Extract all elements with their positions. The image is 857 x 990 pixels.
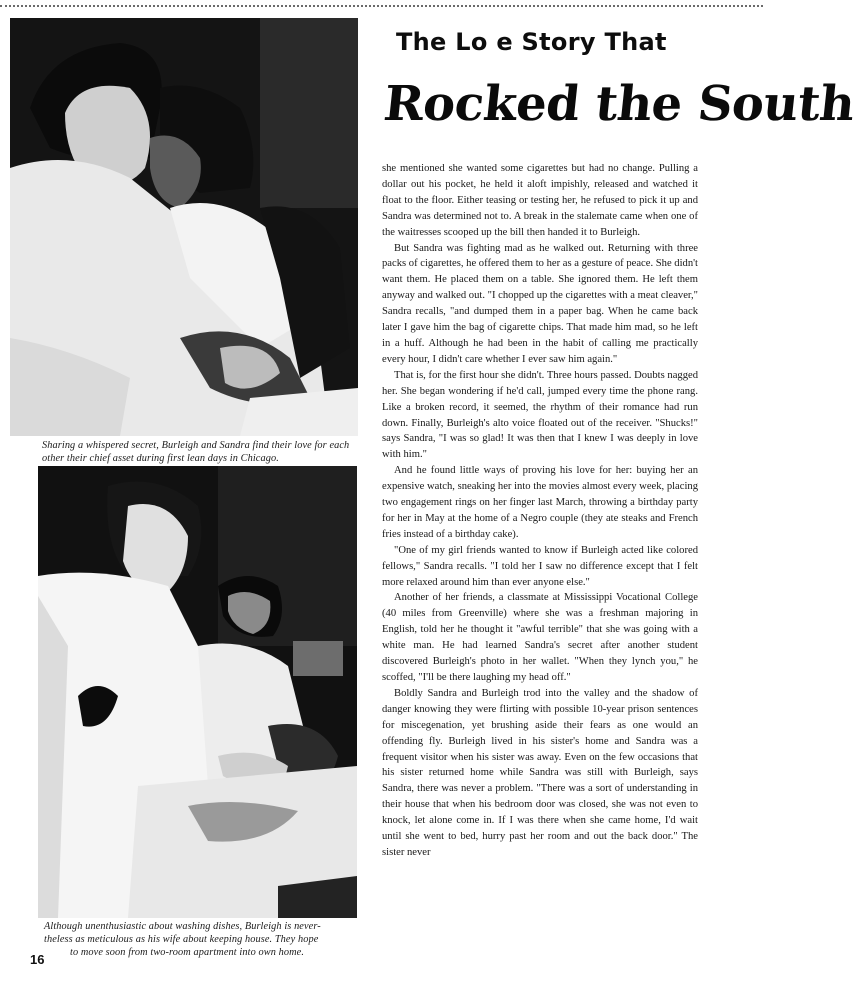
- photo-caption-bottom-line-3: to move soon from two-room apartment into own home.: [70, 947, 305, 958]
- body-paragraph: Another of her friends, a classmate at Mississippi Vocational College (40 miles from Greenville) where she was a freshman majoring in English, told her he thought it "awful terrible" that she was going with a white man. He had learned Sandra's secret after another student discovered Burleigh's photo in her wallet. "When they lynch you," he scoffed, "I'll be there laughing my head off.": [382, 592, 698, 683]
- top-dotted-border: [0, 0, 763, 7]
- article-kicker: The Lo e Story That: [396, 28, 667, 56]
- page-number: 16: [30, 952, 45, 967]
- photo-couple-embrace: [10, 18, 358, 436]
- body-paragraph: "One of my girl friends wanted to know if Burleigh acted like colored fellows," Sandra recalls. "I told her I saw no difference except that I felt more relaxed around him than ever anyone else.": [382, 544, 698, 588]
- body-paragraph: That is, for the first hour she didn't. Three hours passed. Doubts nagged her. She began wondering if he'd call, jumped every time the phone rang. Like a broken record, it seemed, the rhythm of their romance had run down. Finally, Burleigh's alto voice floated out of the receiver. "Shucks!" says Sandra, "I was so glad! It was then that I knew I was deeply in love with him.": [382, 369, 698, 461]
- photo-caption-bottom: [44, 920, 360, 959]
- photo-caption-bottom-line-2: theless as meticulous as his wife about keeping house. They hope: [44, 934, 319, 945]
- body-paragraph: But Sandra was fighting mad as he walked out. Returning with three packs of cigarettes, he offered them to her as a gesture of peace. She didn't want them. He placed them on a table. She ignored them. He left them anyway and walked out. "I chopped up the cigarettes with a meat cleaver," Sandra recalls, "and dumped them in a paper bag. When he came back later I gave him the bag of cigarette chips. That made him mad, so he left in a huff. Although he had been in the habit of calling me practically every hour, I didn't care whether I ever saw him again.": [382, 242, 698, 365]
- article-headline: Rocked the South: [381, 76, 857, 132]
- body-paragraph: Boldly Sandra and Burleigh trod into the valley and the shadow of danger knowing they were flirting with possible 10-year prison sentences for miscegenation, yet brushing aside their fears as one would an offending fly. Burleigh lived in his sister's home and Sandra was a frequent visitor when his sister was away. Even on the few occasions that his sister returned home while Sandra was still with Burleigh, says Sandra, there was never a problem. "There was a sort of understanding in their house that when his bedroom door was closed, she was not even to knock, let alone come in. If I was there when she came home, I'd wait until she went to bed, hurry past her room and out the back door." The sister never: [382, 687, 698, 858]
- photo-caption-top: Sharing a whispered secret, Burleigh and Sandra find their love for each other their chief asset during first lean days in Chicago.: [42, 440, 350, 464]
- photo-washing-dishes: [38, 466, 357, 918]
- body-paragraph: she mentioned she wanted some cigarettes but had no change. Pulling a dollar out his pocket, he held it aloft impishly, released and watched it float to the floor. Either teasing or testing her, he refused to pick it up and Sandra was determined not to. A break in the stalemate came when one of the waitresses scooped up the bill then handed it to Burleigh.: [382, 163, 698, 238]
- photo-washing-dishes-image: [38, 466, 357, 918]
- photo-couple-embrace-image: [10, 18, 358, 436]
- photo-caption-bottom-line-1: Although unenthusiastic about washing dishes, Burleigh is never-: [44, 921, 321, 932]
- body-paragraph: And he found little ways of proving his love for her: buying her an expensive watch, sneaking her into the movies almost every week, placing two engagement rings on her finger last March, throwing a birthday party for her in May at the home of a Negro couple (they ate steaks and French fries instead of a birthday cake).: [382, 465, 698, 540]
- article-body: [382, 161, 698, 861]
